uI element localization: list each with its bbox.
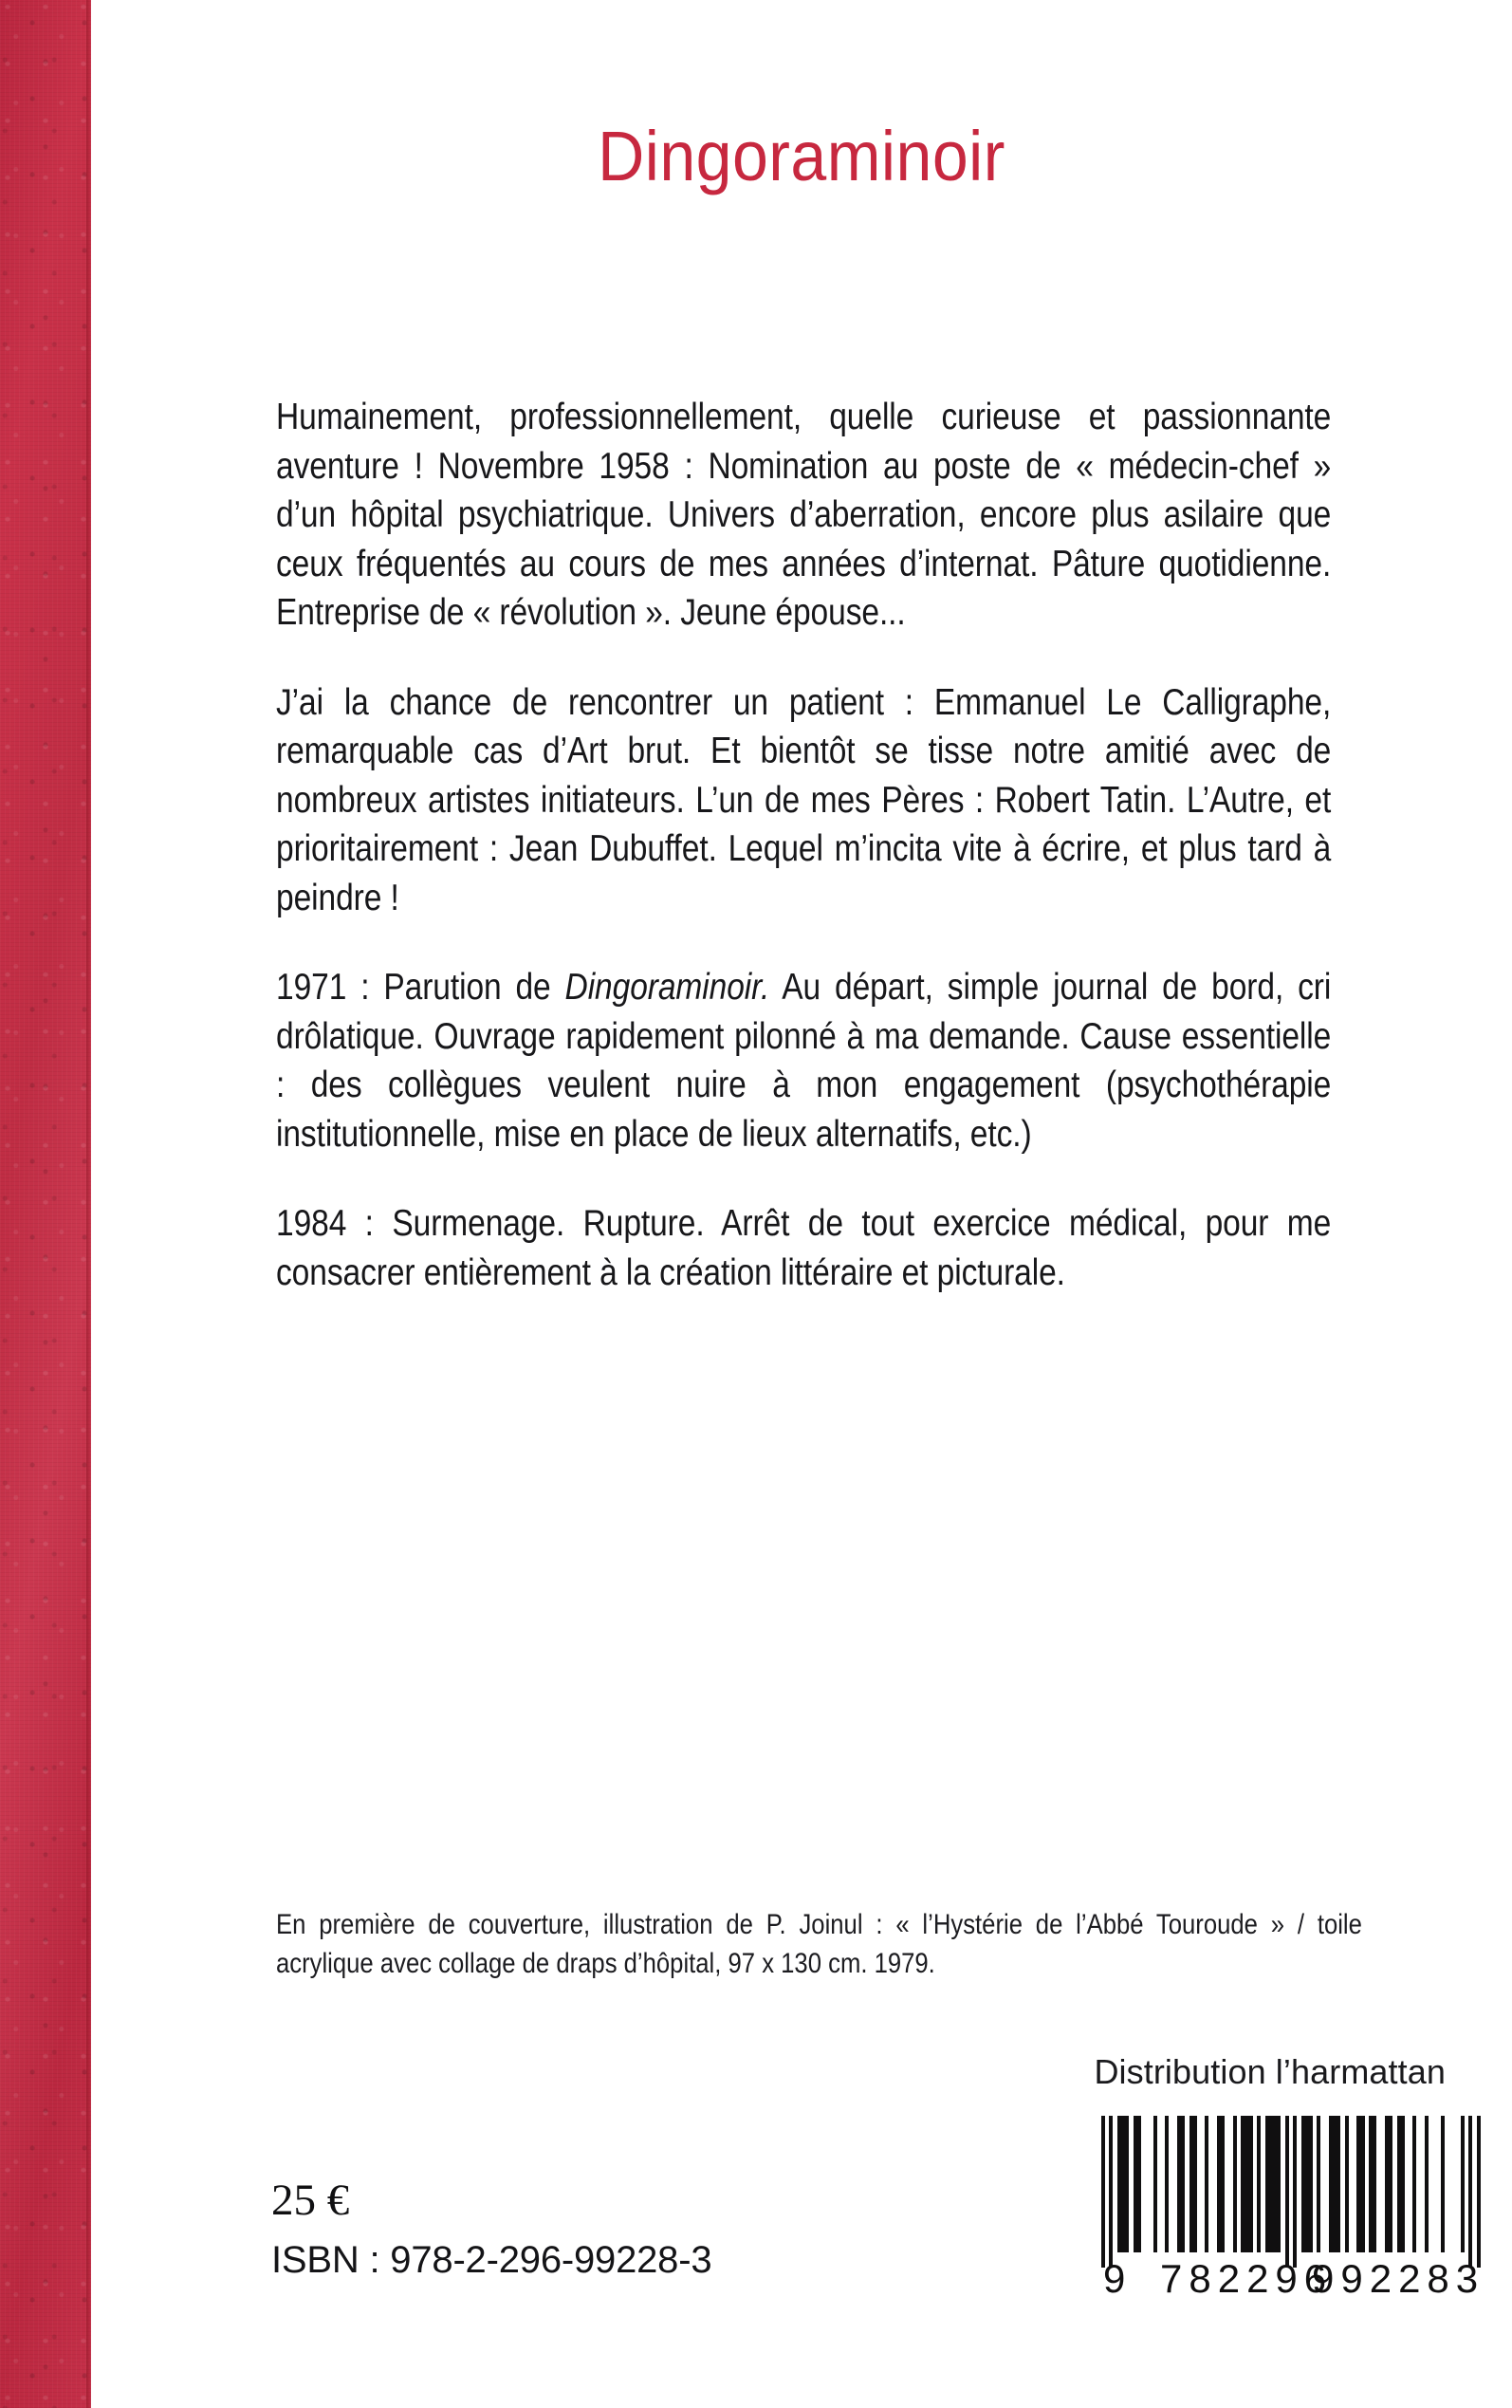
blurb-paragraph-4: 1984 : Surmenage. Rupture. Arrêt de tout exercice médical, pour me consacrer entièrement à la création littéraire et picturale. bbox=[276, 1203, 1332, 1293]
book-title: Dingoraminoir bbox=[598, 117, 1005, 195]
spine-texture bbox=[0, 0, 91, 2408]
spine-strip bbox=[0, 0, 91, 2408]
barcode-right-group: 992283 bbox=[1312, 2256, 1485, 2301]
barcode-left-group: 782296 bbox=[1160, 2256, 1334, 2301]
barcode-digits bbox=[1101, 2256, 1485, 2302]
blurb-paragraph-3 bbox=[276, 963, 1331, 1158]
blurb-paragraph-2: J’ai la chance de rencontrer un patient : Emmanuel Le Calligraphe, remarquable cas d’Art brut. Et bientôt se tisse notre amitié avec de nombreux artistes initiateurs. L’un de mes Pères : Robert Tatin. L’Autre, et prioritairement : Jean Dubuffet. Lequel m’incita vite à écrire, et plus tard à peindre ! bbox=[276, 681, 1332, 918]
ean13-barcode bbox=[1101, 2116, 1485, 2320]
cover-illustration-credit: En première de couverture, illustration de P. Joinul : « l’Hystérie de l’Abbé Touroude » / toile acrylique avec collage de draps d’hôpital, 97 x 130 cm. 1979. bbox=[276, 1909, 1362, 1979]
isbn-label: ISBN : 978-2-296-99228-3 bbox=[271, 2239, 712, 2281]
referenced-book-title: Dingoraminoir. bbox=[564, 967, 770, 1008]
blurb-p3-lead: 1971 : Parution de bbox=[276, 967, 565, 1008]
price-label: 25 € bbox=[271, 2176, 350, 2225]
distributor-label: Distribution l’harmattan bbox=[1094, 2052, 1446, 2091]
cover-content bbox=[91, 0, 1512, 2408]
blurb-paragraph-1: Humainement, professionnellement, quelle curieuse et passionnante aventure ! Novembre 1958 : Nomination au poste de « médecin-chef » d’un hôpital psychiatrique. Univers d’aberration, encore plus asilaire que ceux fréquentés au cours de mes années d’internat. Pâture quotidienne. Entreprise de « révolution ». Jeune épouse... bbox=[276, 397, 1332, 633]
barcode-lead-digit: 9 bbox=[1103, 2256, 1127, 2301]
blurb-block bbox=[276, 393, 1332, 1297]
blurb-p3-rest: Au départ, simple journal de bord, cri drôlatique. Ouvrage rapidement pilonné à ma demande. Cause essentielle : des collègues veulent nuire à mon engagement (psychothérapie institutionnelle, mise en place de lieux alternatifs, etc.) bbox=[276, 967, 1332, 1155]
barcode-bars bbox=[1101, 2116, 1481, 2268]
